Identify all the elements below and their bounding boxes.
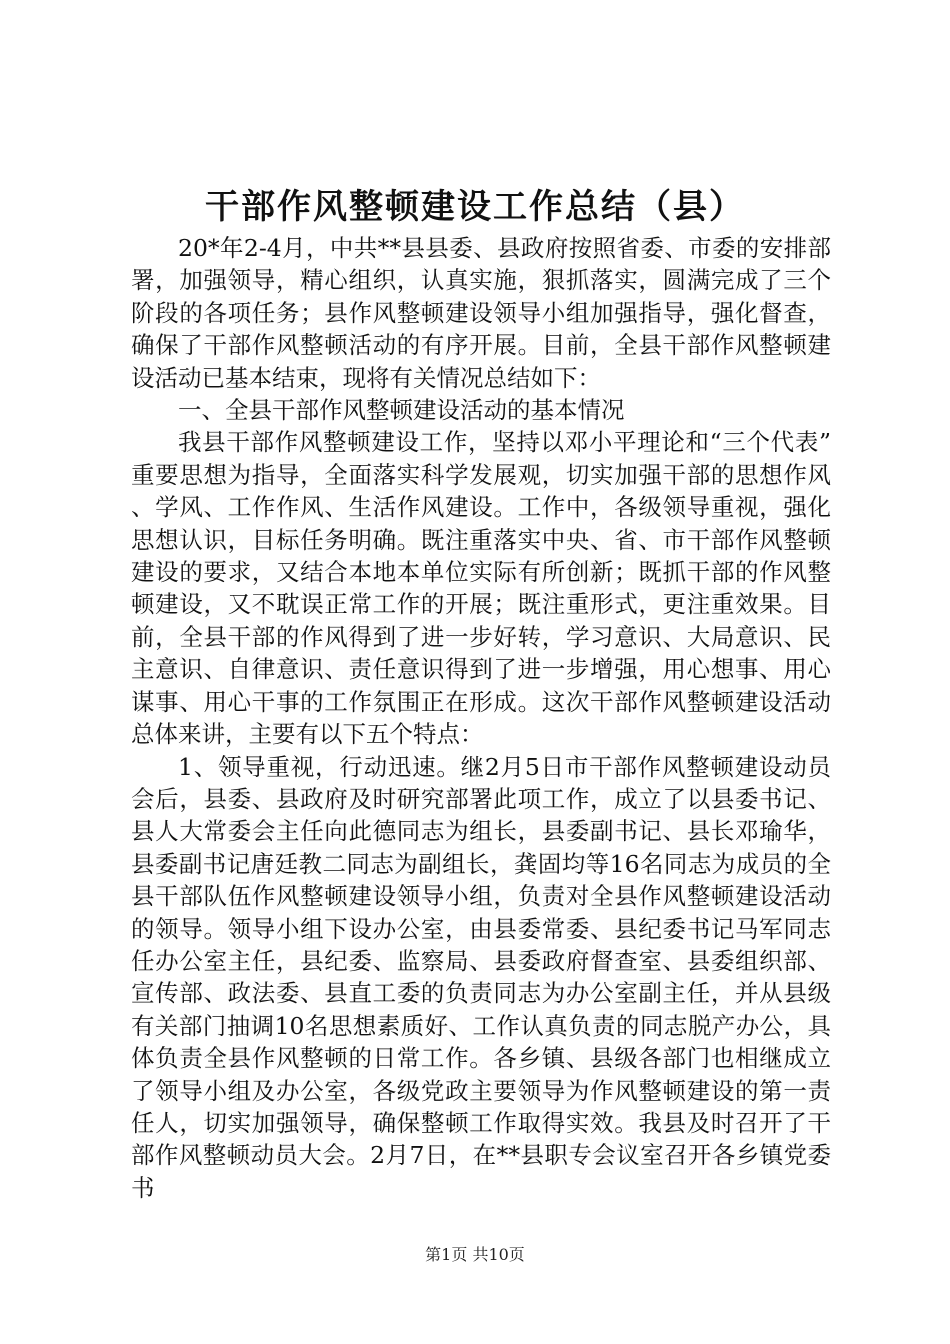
- paragraph-point-1: 1、领导重视，行动迅速。继2月5日市干部作风整顿建设动员会后，县委、县政府及时研究部署此项工作，成立了以县委书记、县人大常委会主任向此德同志为组长，县委副书记、县长邓瑜华，县委副书记唐廷教二同志为副组长，龚固均等16名同志为成员的全县干部队伍作风整顿建设领导小组，负责对全县作风整顿建设活动的领导。领导小组下设办公室，由县委常委、县纪委书记马军同志任办公室主任，县纪委、监察局、县委政府督查室、县委组织部、宣传部、政法委、县直工委的负责同志为办公室副主任，并从县级有关部门抽调10名思想素质好、工作认真负责的同志脱产办公，具体负责全县作风整顿的日常工作。各乡镇、县级各部门也相继成立了领导小组及办公室，各级党政主要领导为作风整顿建设的第一责任人，切实加强领导，确保整顿工作取得实效。我县及时召开了干部作风整顿动员大会。2月7日，在**县职专会议室召开各乡镇党委书: [131, 752, 831, 1202]
- page-number-footer: 第1页 共10页: [425, 1245, 525, 1264]
- section-heading-basic-situation: 一、全县干部作风整顿建设活动的基本情况: [178, 396, 625, 425]
- document-title: 干部作风整顿建设工作总结（县）: [205, 187, 745, 227]
- document-body: [131, 232, 831, 1204]
- paragraph-intro: 20*年2-4月，中共**县县委、县政府按照省委、市委的安排部署，加强领导，精心组织，认真实施，狠抓落实，圆满完成了三个阶段的各项任务；县作风整顿建设领导小组加强指导，强化督查，确保了干部作风整顿活动的有序开展。目前，全县干部作风整顿建设活动已基本结束，现将有关情况总结如下：: [131, 234, 831, 392]
- paragraph-overview: 我县干部作风整顿建设工作，坚持以邓小平理论和“三个代表”重要思想为指导，全面落实科学发展观，切实加强干部的思想作风、学风、工作作风、生活作风建设。工作中，各级领导重视，强化思想认识，目标任务明确。既注重落实中央、省、市干部作风整顿建设的要求，又结合本地本单位实际有所创新；既抓干部的作风整顿建设，又不耽误正常工作的开展；既注重形式，更注重效果。目前，全县干部的作风得到了进一步好转，学习意识、大局意识、民主意识、自律意识、责任意识得到了进一步增强，用心想事、用心谋事、用心干事的工作氛围正在形成。这次干部作风整顿建设活动总体来讲，主要有以下五个特点：: [131, 428, 831, 749]
